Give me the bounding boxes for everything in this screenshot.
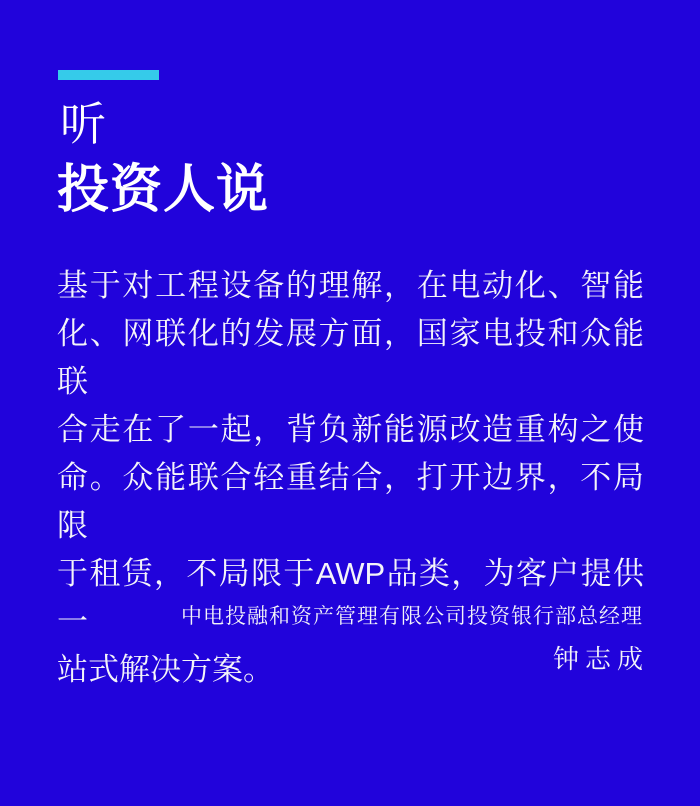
attribution-title: 中电投融和资产管理有限公司投资银行部总经理 [181,605,643,628]
header-kicker: 听 [60,98,108,150]
attribution [181,605,649,674]
quote-line: 于租赁，不局限于AWP品类，为客户提供一 [57,556,644,639]
quote-line: 站式解决方案。 [57,652,274,687]
quote-line: 化、网联化的发展方面，国家电投和众能联 [57,316,644,399]
page-title: 投资人说 [57,161,270,219]
attribution-name: 钟志成 [552,644,649,674]
quote-line: 合走在了一起，背负新能源改造重构之使 [57,412,644,447]
quote-line: 命。众能联合轻重结合，打开边界，不局限 [57,460,644,543]
quote-line: 基于对工程设备的理解，在电动化、智能 [57,268,644,303]
accent-bar [58,70,159,80]
